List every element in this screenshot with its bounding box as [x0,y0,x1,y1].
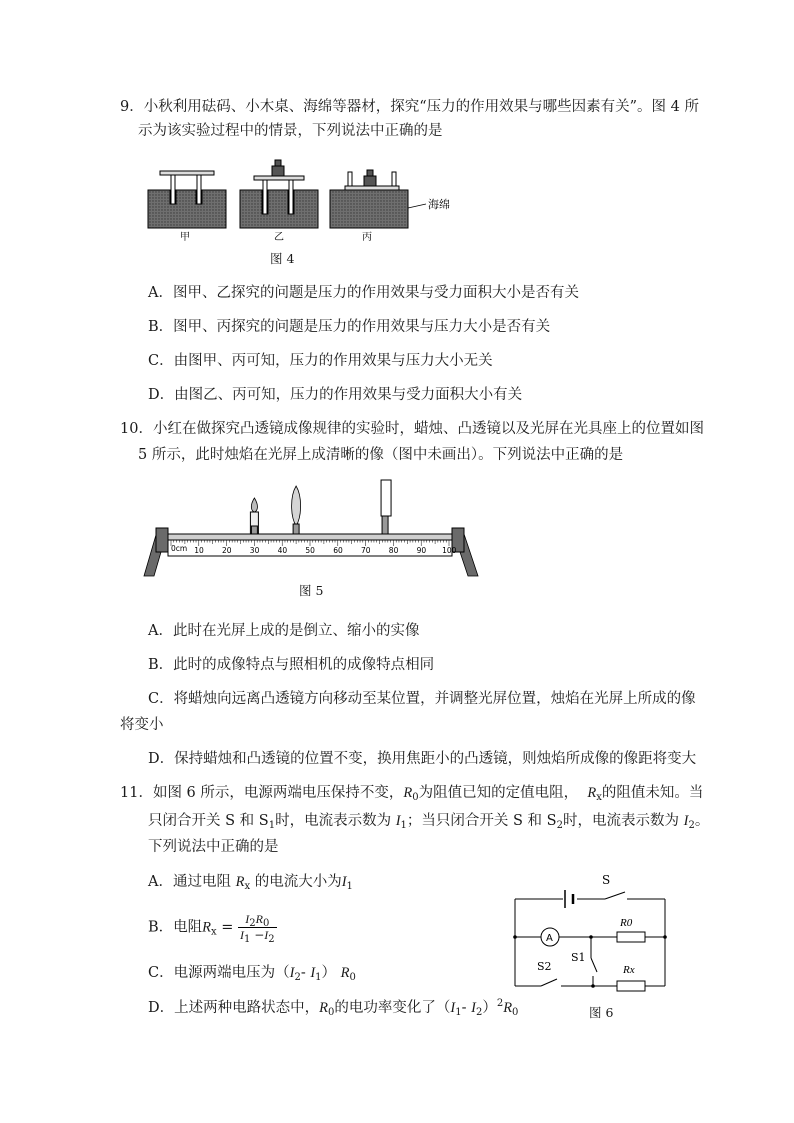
ammeter-label: A [546,933,553,944]
q11-option-d: D．上述两种电路状态中，$R_0$的电功率变化了（$I_1-$ $I_2)^2R_0$ [148,998,519,1018]
label-s1: S1 [571,951,586,964]
q11-stem-line1: 11．如图 6 所示，电源两端电压保持不变，$R_0$为阻值已知的定值电阻， $R_x$的阻值未知。当 [120,785,704,803]
q10-stem-line2: 5 所示，此时烛焰在光屏上成清晰的像（图中未画出）。下列说法中正确的是 [138,447,624,463]
q11-option-b: B．电阻$R_x$ = $\frac{I_2R_0}{I_1 -I_2}$ [148,912,275,945]
q9-stem-line2: 示为该实验过程中的情景，下列说法中正确的是 [138,123,443,139]
scale-tick-label: 20 [222,546,232,555]
q9-option-d: D．由图乙、丙可知，压力的作用效果与受力面积大小有关 [148,387,523,403]
figure-6-caption: 图 6 [589,1005,614,1020]
convex-lens [292,486,301,534]
figure-5-caption: 图 5 [299,583,324,598]
q10-option-b: B．此时的成像特点与照相机的成像特点相同 [148,657,435,673]
scale-tick-label: 90 [416,546,427,555]
scale-tick-label: 40 [277,546,288,555]
q10-option-c: C．将蜡烛向远离凸透镜方向移动至某位置，并调整光屏位置，烛焰在光屏上所成的像 [148,691,696,707]
figure-4-sponge-experiment [140,152,480,244]
sponge-label: 海绵 [428,198,450,211]
q10-option-c-cont: 将变小 [120,717,164,733]
panel-label-yi: 乙 [274,232,284,243]
q9-option-c: C．由图甲、丙可知，压力的作用效果与压力大小无关 [148,353,493,369]
q9-option-b: B．图甲、丙探究的问题是压力的作用效果与压力大小是否有关 [148,319,551,335]
label-s: S [602,873,611,887]
sponge-panel-yi [240,160,318,228]
candle [250,498,258,534]
q11-stem-line2: 只闭合开关 S 和 $S_1$时，电流表示数为 $I_1$；当只闭合开关 S 和 $S_2$时，电流表示数为 $I_2$。 [148,813,710,831]
q10-option-d: D．保持蜡烛和凸透镜的位置不变，换用焦距小的凸透镜，则烛焰所成像的像距将变大 [148,751,697,767]
panel-label-bing: 丙 [362,232,372,243]
scale-tick-label: 60 [333,546,343,555]
figure-5-optical-bench [140,478,490,578]
figure-6-circuit [505,868,675,1003]
label-rx: Rx [623,964,635,976]
q11-stem-line3: 下列说法中正确的是 [148,839,279,855]
sponge-panel-jia [148,171,226,228]
q10-option-a: A．此时在光屏上成的是倒立、缩小的实像 [148,623,420,639]
scale-tick-label: 10 [194,546,204,555]
scale-tick-label: 70 [361,546,371,555]
q9-option-a: A．图甲、乙探究的问题是压力的作用效果与受力面积大小是否有关 [148,285,579,301]
figure-4-caption: 图 4 [270,251,295,266]
q9-stem-line1: 9．小秋利用砝码、小木桌、海绵等器材，探究“压力的作用效果与哪些因素有关”。图 4 所 [120,99,699,115]
label-s2: S2 [537,960,552,973]
panel-label-jia: 甲 [180,232,190,243]
scale-tick-label: 50 [305,546,315,555]
q10-stem-line1: 10．小红在做探究凸透镜成像规律的实验时，蜡烛、凸透镜以及光屏在光具座上的位置如图 [120,421,704,437]
scale-tick-label: 80 [388,546,399,555]
sponge-panel-bing [330,170,408,228]
scale-tick-label: 100 [442,546,457,555]
bench-scale-unit: 0cm [171,544,188,553]
q11-option-a: A．通过电阻 $R_x$ 的电流大小为$I_1$ [148,874,353,892]
label-r0: R0 [620,917,633,929]
formula-fraction: $\frac{I_2R_0}{I_1 -I_2}$ [240,912,275,945]
scale-tick-label: 30 [249,546,260,555]
light-screen [381,480,391,534]
q11-option-c: C．电源两端电压为（$I_2-$ $I_1$） $R_0$ [148,965,356,983]
